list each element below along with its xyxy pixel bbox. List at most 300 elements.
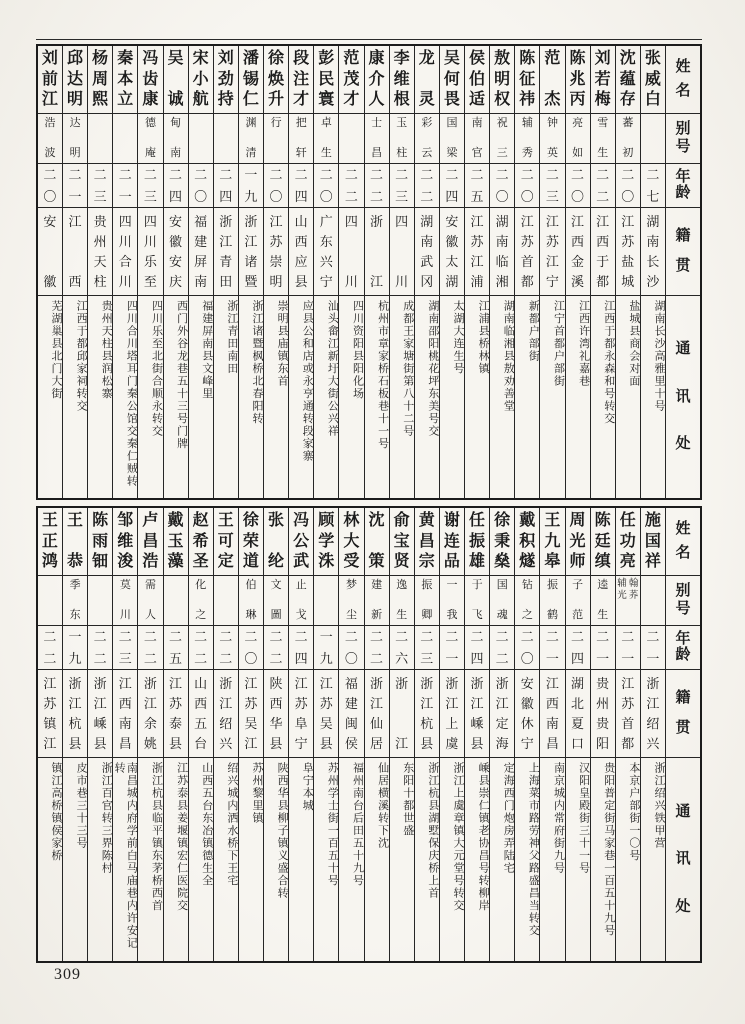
alias-cell: 逵 生 <box>591 576 615 626</box>
address-cell: 江西于都永森和号转交 <box>602 300 615 425</box>
origin-cell: 福 建 屏 南 <box>189 208 213 296</box>
origin-cell: 安 徽 <box>38 208 62 296</box>
alias-cell: 甸 南 <box>164 114 188 164</box>
address-cell: 南昌城内府学前白马庙巷内许安记转 <box>113 762 138 950</box>
name-cell: 刘 若 梅 <box>591 46 615 114</box>
person-column <box>138 46 163 498</box>
age-cell: 二 二 <box>189 626 213 670</box>
alias-cell: 浩 波 <box>38 114 62 164</box>
person-column <box>566 508 591 961</box>
name-cell: 侯 伯 适 <box>465 46 489 114</box>
origin-cell: 湖 南 武 冈 <box>415 208 439 296</box>
age-cell: 二 二 <box>339 164 363 208</box>
person-column <box>339 46 364 498</box>
name-cell: 邹 维 浚 <box>113 508 137 576</box>
address-cell: 江浦县桥林镇 <box>477 300 490 375</box>
address-cell: 浙江百官转三界陈村 <box>100 762 113 875</box>
person-column <box>490 508 515 961</box>
name-cell: 陈 雨 钿 <box>88 508 112 576</box>
person-column <box>189 508 214 961</box>
age-cell: 一 九 <box>239 164 263 208</box>
alias-pair <box>616 580 640 601</box>
header-address: 通 讯 处 <box>675 803 691 915</box>
name-cell: 徐 焕 升 <box>264 46 288 114</box>
alias-cell: 玉 柱 <box>390 114 414 164</box>
address-cell: 太湖大连生号 <box>452 300 464 375</box>
age-cell: 二 三 <box>138 164 162 208</box>
name-cell: 任 振 雄 <box>465 508 489 576</box>
age-cell: 二 三 <box>390 164 414 208</box>
alias-cell: 振 卿 <box>415 576 439 626</box>
alias-cell: 子 范 <box>566 576 590 626</box>
address-cell: 芜湖巢县北门大街 <box>50 300 62 400</box>
origin-cell: 福 建 闽 侯 <box>339 670 363 758</box>
origin-cell: 安 徽 休 宁 <box>515 670 539 758</box>
origin-cell: 江 西 南 昌 <box>113 670 137 758</box>
origin-cell: 江 苏 镇 江 <box>38 670 62 758</box>
age-cell: 二 〇 <box>264 164 288 208</box>
age-cell: 二 五 <box>465 164 489 208</box>
origin-cell: 贵 州 天 柱 <box>88 208 112 296</box>
origin-cell: 浙 江 <box>365 208 389 296</box>
age-cell: 二 〇 <box>239 626 263 670</box>
header-column <box>666 508 700 961</box>
alias-cell: 建 新 <box>365 576 389 626</box>
alias-cell: 达 明 <box>63 114 87 164</box>
age-cell: 二 一 <box>540 626 564 670</box>
name-cell: 施 国 祥 <box>641 508 665 576</box>
alias-cell: 振 鹤 <box>540 576 564 626</box>
origin-cell: 浙 江 仙 居 <box>365 670 389 758</box>
name-cell: 卢 昌 浩 <box>138 508 162 576</box>
name-cell: 戴 玉 藻 <box>164 508 188 576</box>
header-name: 姓 名 <box>666 46 700 114</box>
alias-cell: 莫 川 <box>113 576 137 626</box>
person-column <box>314 46 339 498</box>
origin-cell: 江 西 南 昌 <box>540 670 564 758</box>
person-column <box>214 508 239 961</box>
age-cell: 二 二 <box>88 626 112 670</box>
origin-cell: 浙 江 嵊 县 <box>465 670 489 758</box>
name-cell: 冯 齿 康 <box>138 46 162 114</box>
address-cell: 浙江诸暨枫桥北春阳转 <box>251 300 263 425</box>
person-column <box>415 46 440 498</box>
alias-line: 辅 光 <box>617 579 627 601</box>
alias-cell: 南 官 <box>465 114 489 164</box>
name-cell: 吴 诚 <box>164 46 188 114</box>
alias-cell <box>214 114 238 164</box>
alias-cell: 渊 清 <box>239 114 263 164</box>
address-cell: 湖南临湘县敖劝善堂 <box>502 300 515 413</box>
name-cell: 戴 积 燧 <box>515 508 539 576</box>
header-age: 年 龄 <box>666 164 700 208</box>
person-column <box>540 46 565 498</box>
name-cell: 敖 明 权 <box>490 46 514 114</box>
origin-cell: 浙 江 绍 兴 <box>214 670 238 758</box>
origin-cell: 浙 江 诸 暨 <box>239 208 263 296</box>
address-cell: 四川资阳县阳化场 <box>351 300 364 400</box>
name-cell: 陈 廷 缜 <box>591 508 615 576</box>
alias-cell: 季 东 <box>63 576 87 626</box>
alias-cell <box>616 576 640 626</box>
age-cell: 二 四 <box>214 164 238 208</box>
header-name: 姓 名 <box>666 508 700 576</box>
person-column <box>239 46 264 498</box>
alias-cell: 行 <box>264 114 288 164</box>
person-column <box>490 46 515 498</box>
person-column <box>164 508 189 961</box>
origin-cell: 四 川 <box>339 208 363 296</box>
origin-cell: 江 苏 江 浦 <box>465 208 489 296</box>
address-cell: 贵阳普定街马家巷一百五十九号 <box>602 762 615 937</box>
age-cell: 二 〇 <box>339 626 363 670</box>
header-origin: 籍 贯 <box>666 208 700 296</box>
name-cell: 李 维 根 <box>390 46 414 114</box>
address-cell: 新都户部街 <box>527 300 540 363</box>
person-column <box>314 508 339 961</box>
origin-cell: 浙 江 余 姚 <box>138 670 162 758</box>
person-column <box>591 508 616 961</box>
origin-cell: 浙 江 杭 县 <box>415 670 439 758</box>
person-column <box>63 508 88 961</box>
person-column <box>189 46 214 498</box>
person-column <box>641 46 666 498</box>
person-column <box>113 508 138 961</box>
name-cell: 龙 灵 <box>415 46 439 114</box>
age-cell: 二 七 <box>641 164 665 208</box>
address-cell: 苏州学士街一百五十号 <box>326 762 339 887</box>
address-cell: 江西于都邱家祠转交 <box>75 300 88 413</box>
address-cell: 盐城县商会对面 <box>627 300 640 388</box>
name-cell: 张 威 白 <box>641 46 665 114</box>
alias-cell <box>214 576 238 626</box>
origin-cell: 江 苏 吴 江 <box>239 670 263 758</box>
alias-cell <box>189 114 213 164</box>
address-cell: 本京户部街一〇号 <box>627 762 640 862</box>
age-cell: 二 四 <box>289 164 313 208</box>
age-cell: 二 二 <box>591 164 615 208</box>
name-cell: 秦 本 立 <box>113 46 137 114</box>
name-cell: 陈 征 祎 <box>515 46 539 114</box>
origin-cell: 江 苏 首 都 <box>515 208 539 296</box>
address-cell: 皮市巷三十三号 <box>75 762 88 850</box>
person-column <box>138 508 163 961</box>
alias-cell: 伯 琳 <box>239 576 263 626</box>
person-column <box>515 46 540 498</box>
origin-cell: 江 苏 崇 明 <box>264 208 288 296</box>
age-cell: 二 〇 <box>38 164 62 208</box>
age-cell: 二 〇 <box>189 164 213 208</box>
origin-cell: 山 西 五 台 <box>189 670 213 758</box>
person-column <box>365 46 390 498</box>
name-cell: 刘 前 江 <box>38 46 62 114</box>
alias-cell: 彩 云 <box>415 114 439 164</box>
origin-cell: 湖 南 临 湘 <box>490 208 514 296</box>
alias-cell <box>164 576 188 626</box>
age-cell: 二 二 <box>264 626 288 670</box>
address-cell: 四川合川塔耳门秦公馆交秦仁贼转 <box>125 300 138 488</box>
name-cell: 赵 希 圣 <box>189 508 213 576</box>
origin-cell: 湖 北 夏 口 <box>566 670 590 758</box>
alias-cell <box>641 114 665 164</box>
alias-cell: 祝 三 <box>490 114 514 164</box>
address-cell: 仙居横溪转下沈 <box>376 762 389 850</box>
alias-cell <box>113 114 137 164</box>
origin-cell: 四 川 合 川 <box>113 208 137 296</box>
age-cell: 二 三 <box>540 164 564 208</box>
origin-cell: 江 苏 盐 城 <box>616 208 640 296</box>
person-column <box>440 508 465 961</box>
address-cell: 定海西门炮房弄陆宅 <box>502 762 515 875</box>
origin-cell: 浙 江 上 虞 <box>440 670 464 758</box>
name-cell: 吴 何 畏 <box>440 46 464 114</box>
alias-cell: 逸 生 <box>390 576 414 626</box>
directory-table-bottom <box>36 506 702 963</box>
alias-cell: 德 庵 <box>138 114 162 164</box>
age-cell: 二 四 <box>566 626 590 670</box>
name-cell: 范 茂 才 <box>339 46 363 114</box>
age-cell: 二 三 <box>113 626 137 670</box>
origin-cell: 江 苏 江 宁 <box>540 208 564 296</box>
address-cell: 上海菜市路劳神父路盛昌当转交 <box>527 762 540 937</box>
address-cell: 陕西华县柳子镇义盛合转 <box>276 762 289 900</box>
name-cell: 沈 策 <box>365 508 389 576</box>
header-alias: 别 号 <box>666 576 700 626</box>
address-cell: 汕头畲江新圩大街公兴祥 <box>326 300 339 438</box>
address-cell: 镇江高桥镇侯家桥 <box>50 762 62 862</box>
origin-cell: 江 苏 首 都 <box>616 670 640 758</box>
person-column <box>616 508 641 961</box>
alias-cell: 钻 之 <box>515 576 539 626</box>
person-column <box>390 508 415 961</box>
address-cell: 浙江杭县湖墅保庆桥上首 <box>426 762 439 900</box>
alias-cell: 士 昌 <box>365 114 389 164</box>
name-cell: 冯 公 武 <box>289 508 313 576</box>
alias-cell <box>88 576 112 626</box>
alias-cell: 国 魂 <box>490 576 514 626</box>
name-cell: 王 恭 <box>63 508 87 576</box>
person-column <box>515 508 540 961</box>
origin-cell: 浙 江 嵊 县 <box>88 670 112 758</box>
origin-cell: 江 苏 泰 县 <box>164 670 188 758</box>
address-cell: 江西许湾礼嘉巷 <box>577 300 590 388</box>
name-cell: 陈 兆 丙 <box>566 46 590 114</box>
address-cell: 湖南长沙高雅里十号 <box>653 300 665 413</box>
name-cell: 潘 锡 仁 <box>239 46 263 114</box>
name-cell: 刘 劲 持 <box>214 46 238 114</box>
name-cell: 林 大 受 <box>339 508 363 576</box>
origin-cell: 四 川 <box>390 208 414 296</box>
name-cell: 王 九 皋 <box>540 508 564 576</box>
person-column <box>365 508 390 961</box>
origin-cell: 江 苏 阜 宁 <box>289 670 313 758</box>
age-cell: 二 二 <box>38 626 62 670</box>
age-cell: 二 〇 <box>490 164 514 208</box>
age-cell: 二 二 <box>214 626 238 670</box>
address-cell: 山西五台东冶镇德生全 <box>200 762 213 887</box>
name-cell: 黄 昌 宗 <box>415 508 439 576</box>
age-cell: 二 三 <box>415 626 439 670</box>
alias-cell: 止 戈 <box>289 576 313 626</box>
person-column <box>566 46 591 498</box>
address-cell: 四川乐至北街合顺永转交 <box>150 300 163 438</box>
name-cell: 周 光 师 <box>566 508 590 576</box>
address-cell: 苏州黎里镇 <box>251 762 263 825</box>
origin-cell: 浙 江 定 海 <box>490 670 514 758</box>
alias-cell: 需 人 <box>138 576 162 626</box>
origin-cell: 四 川 乐 至 <box>138 208 162 296</box>
age-cell: 二 二 <box>365 164 389 208</box>
person-column <box>390 46 415 498</box>
person-column <box>415 508 440 961</box>
address-cell: 西门外谷龙巷五十三号门牌 <box>175 300 188 450</box>
age-cell: 二 一 <box>591 626 615 670</box>
person-column <box>289 508 314 961</box>
alias-cell <box>88 114 112 164</box>
person-column <box>164 46 189 498</box>
person-column <box>239 508 264 961</box>
alias-cell <box>314 576 338 626</box>
name-cell: 王 正 鸿 <box>38 508 62 576</box>
age-cell: 二 四 <box>289 626 313 670</box>
alias-cell: 文 圖 <box>264 576 288 626</box>
person-column <box>641 508 666 961</box>
header-alias: 别 号 <box>666 114 700 164</box>
age-cell: 二 〇 <box>515 626 539 670</box>
person-column <box>440 46 465 498</box>
person-column <box>591 46 616 498</box>
person-column <box>339 508 364 961</box>
header-column <box>666 46 700 498</box>
alias-cell: 卓 生 <box>314 114 338 164</box>
alias-cell: 化 之 <box>189 576 213 626</box>
name-cell: 俞 宝 贤 <box>390 508 414 576</box>
person-column <box>113 46 138 498</box>
person-column <box>264 46 289 498</box>
alias-cell: 雪 生 <box>591 114 615 164</box>
alias-cell: 于 飞 <box>465 576 489 626</box>
person-column <box>38 508 63 961</box>
age-cell: 二 三 <box>88 164 112 208</box>
alias-cell <box>339 114 363 164</box>
header-origin: 籍 贯 <box>666 670 700 758</box>
name-cell: 谢 连 品 <box>440 508 464 576</box>
person-column <box>465 46 490 498</box>
origin-cell: 江 西 <box>63 208 87 296</box>
origin-cell: 山 西 应 县 <box>289 208 313 296</box>
address-cell: 成都王家塘街第八十二号 <box>401 300 414 438</box>
origin-cell: 江 苏 吴 县 <box>314 670 338 758</box>
age-cell: 一 九 <box>63 626 87 670</box>
alias-cell: 蕃 初 <box>616 114 640 164</box>
alias-line: 翰 荞 <box>628 579 639 601</box>
name-cell: 宋 小 航 <box>189 46 213 114</box>
address-cell: 浙江青田南田 <box>225 300 238 375</box>
address-cell: 江宁首都户部街 <box>552 300 565 388</box>
address-cell: 浙江上虞章镇大元堂号转交 <box>452 762 464 912</box>
alias-cell <box>38 576 62 626</box>
name-cell: 王 可 定 <box>214 508 238 576</box>
age-cell: 二 〇 <box>616 164 640 208</box>
person-column <box>38 46 63 498</box>
person-column <box>616 46 641 498</box>
person-column <box>88 46 113 498</box>
age-cell: 二 一 <box>113 164 137 208</box>
age-cell: 一 九 <box>314 626 338 670</box>
origin-cell: 湖 南 长 沙 <box>641 208 665 296</box>
origin-cell: 浙 江 <box>390 670 414 758</box>
age-cell: 二 一 <box>440 626 464 670</box>
address-cell: 福建屏南县文峰里 <box>200 300 213 400</box>
name-cell: 范 杰 <box>540 46 564 114</box>
address-cell: 湖南邵阳桃花坪东美号交 <box>426 300 439 438</box>
age-cell: 二 〇 <box>515 164 539 208</box>
address-cell: 贵州天柱县润松寨 <box>100 300 113 400</box>
name-cell: 段 注 才 <box>289 46 313 114</box>
name-cell: 杨 周 熙 <box>88 46 112 114</box>
address-cell: 崇明县庙镇东首 <box>276 300 289 388</box>
origin-cell: 广 东 兴 宁 <box>314 208 338 296</box>
address-cell: 绍兴城内洒水桥下王宅 <box>225 762 238 887</box>
address-cell: 阜宁本城 <box>301 762 314 812</box>
origin-cell: 安 徽 太 湖 <box>440 208 464 296</box>
origin-cell: 安 徽 安 庆 <box>164 208 188 296</box>
origin-cell: 浙 江 杭 县 <box>63 670 87 758</box>
address-cell: 杭州市章家桥石板巷十一号 <box>376 300 389 450</box>
age-cell: 二 一 <box>63 164 87 208</box>
name-cell: 徐 秉 燊 <box>490 508 514 576</box>
address-cell: 福州南台后田五十九号 <box>351 762 364 887</box>
person-column <box>264 508 289 961</box>
person-column <box>465 508 490 961</box>
origin-cell: 江 西 于 都 <box>591 208 615 296</box>
name-cell: 沈 蕴 存 <box>616 46 640 114</box>
person-column <box>540 508 565 961</box>
origin-cell: 浙 江 青 田 <box>214 208 238 296</box>
name-cell: 邱 达 明 <box>63 46 87 114</box>
alias-cell: 钟 英 <box>540 114 564 164</box>
name-cell: 顾 学 洙 <box>314 508 338 576</box>
header-age: 年 龄 <box>666 626 700 670</box>
age-cell: 二 一 <box>616 626 640 670</box>
age-cell: 二 〇 <box>566 164 590 208</box>
age-cell: 二 二 <box>365 626 389 670</box>
age-cell: 二 四 <box>465 626 489 670</box>
age-cell: 二 一 <box>641 626 665 670</box>
age-cell: 二 〇 <box>314 164 338 208</box>
name-cell: 张 纶 <box>264 508 288 576</box>
origin-cell: 陕 西 华 县 <box>264 670 288 758</box>
person-column <box>63 46 88 498</box>
age-cell: 二 二 <box>138 626 162 670</box>
address-cell: 东阳十都世盛 <box>401 762 414 837</box>
age-cell: 二 六 <box>390 626 414 670</box>
alias-cell: 亮 如 <box>566 114 590 164</box>
age-cell: 二 二 <box>490 626 514 670</box>
name-cell: 徐 荣 道 <box>239 508 263 576</box>
address-cell: 嵊县崇仁镇老协昌号转柳岸 <box>477 762 490 912</box>
alias-cell: 国 梁 <box>440 114 464 164</box>
person-column <box>88 508 113 961</box>
origin-cell: 江 西 金 溪 <box>566 208 590 296</box>
header-address: 通 讯 处 <box>675 341 691 452</box>
page-number: 309 <box>54 966 81 983</box>
alias-cell: 梦 尘 <box>339 576 363 626</box>
person-column <box>289 46 314 498</box>
address-cell: 浙江绍兴铁甲营 <box>653 762 665 850</box>
name-cell: 任 功 亮 <box>616 508 640 576</box>
name-cell: 彭 民 寰 <box>314 46 338 114</box>
